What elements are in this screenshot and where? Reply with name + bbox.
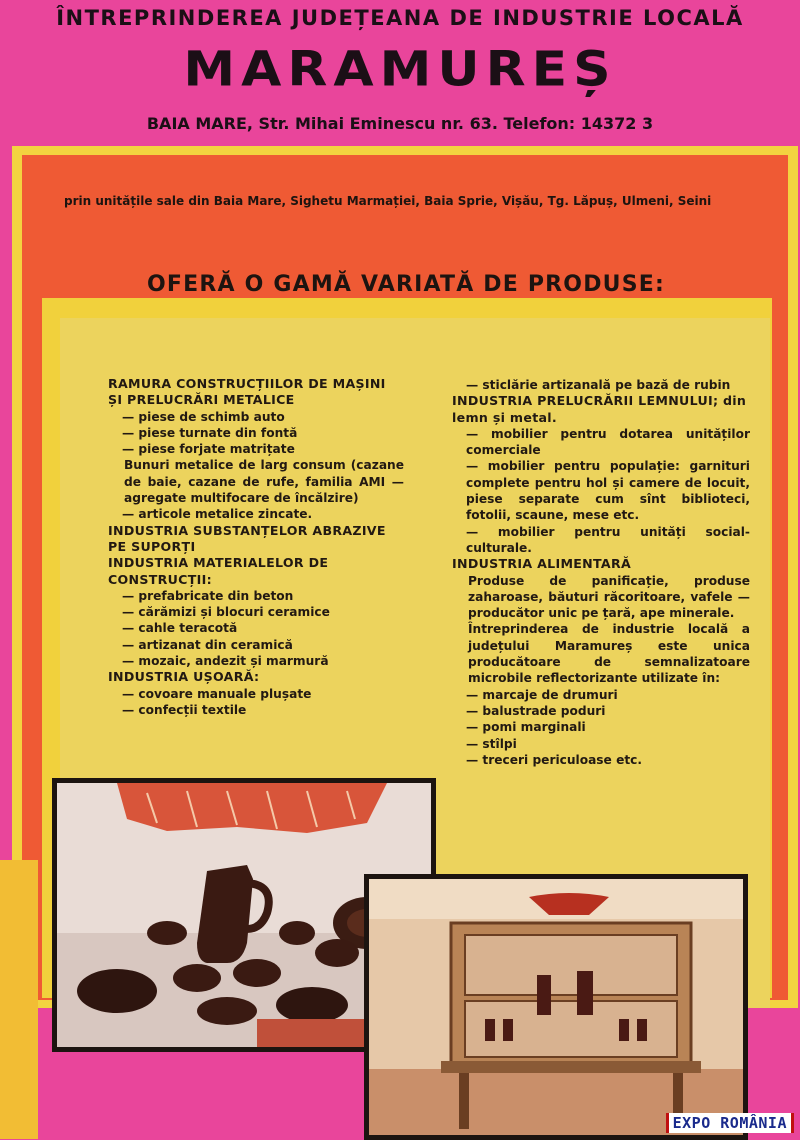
left-yellow-strip [0, 860, 38, 1139]
left-heading: INDUSTRIA SUBSTANȚELOR ABRAZIVE PE SUPORȚI [108, 522, 386, 554]
left-item: — artizanat din ceramică [122, 637, 293, 652]
header-address: BAIA MARE, Str. Mihai Eminescu nr. 63. Telefon: 14372 3 [146, 114, 654, 133]
right-item: — stîlpi [466, 736, 517, 751]
right-para: Produse de panificație, produse zaharoase, băuturi răcoritoare, vafele — producător unic pe țară, ape minerale. [468, 573, 750, 621]
left-item: — cărămizi și blocuri ceramice [122, 605, 330, 620]
left-item: — piese de schimb auto [122, 409, 285, 424]
left-heading: RAMURA CONSTRUCȚIILOR DE MAȘINI ȘI PRELUCRĂRI METALICE [108, 376, 386, 408]
right-heading: INDUSTRIA PRELUCRĂRII LEMNULUI; din lemn și metal. [452, 393, 747, 425]
right-para: Întreprinderea de industrie locală a județului Maramureș este unica producătoare de semnalizatoare microbile reflectorizante utilizate în: [468, 622, 750, 686]
left-item: — mozaic, andezit și marmură [122, 654, 329, 669]
right-item: — mobilier pentru dotarea unităților comerciale [466, 426, 750, 458]
right-item: — treceri periculoase etc. [466, 752, 643, 767]
right-item: — mobilier pentru populație: garnituri complete pentru hol și camere de locuit, piese separate cum sînt biblioteci, fotolii, scaune, mese etc. [466, 459, 750, 523]
left-column [108, 376, 404, 718]
header-title: MARAMUREȘ [183, 42, 617, 98]
left-heading: INDUSTRIA MATERIALELOR DE CONSTRUCȚII: [108, 555, 329, 587]
offer-heading: OFERĂ O GAMĂ VARIATĂ DE PRODUSE: [146, 272, 666, 297]
left-item: — articole metalice zincate. [122, 507, 313, 522]
left-item: — prefabricate din beton [122, 588, 294, 603]
right-heading: INDUSTRIA ALIMENTARĂ [452, 556, 632, 572]
left-item: — covoare manuale plușate [122, 686, 312, 701]
watermark-label: EXPO ROMÂNIA [666, 1113, 794, 1133]
intro-text: prin unitățile sale din Baia Mare, Sighetu Marmației, Baia Sprie, Vișău, Tg. Lăpuș, Ulmeni, Seini [64, 194, 712, 208]
right-item: — sticlărie artizanală pe bază de rubin [466, 378, 731, 392]
left-para: Bunuri metalice de larg consum (cazane de baie, cazane de rufe, familia AMI — agregate multifocare de încălzire) [124, 458, 404, 506]
left-item: — piese turnate din fontă [122, 425, 298, 440]
right-column [452, 377, 750, 768]
left-item: — confecții textile [122, 702, 247, 717]
header-agency-name: ÎNTREPRINDEREA JUDEȚEANA DE INDUSTRIE LOCALĂ [56, 6, 744, 30]
furniture-photo [364, 874, 748, 1140]
left-item: — cahle teracotă [122, 621, 238, 636]
right-item: — pomi marginali [466, 720, 586, 735]
left-heading: INDUSTRIA UȘOARĂ: [108, 669, 260, 685]
cabinet-illustration [369, 879, 743, 1135]
right-item: — marcaje de drumuri [466, 687, 618, 702]
left-item: — piese forjate matrițate [122, 442, 295, 457]
right-item: — balustrade poduri [466, 703, 606, 718]
right-item: — mobilier pentru unități social-culturale. [466, 524, 750, 555]
